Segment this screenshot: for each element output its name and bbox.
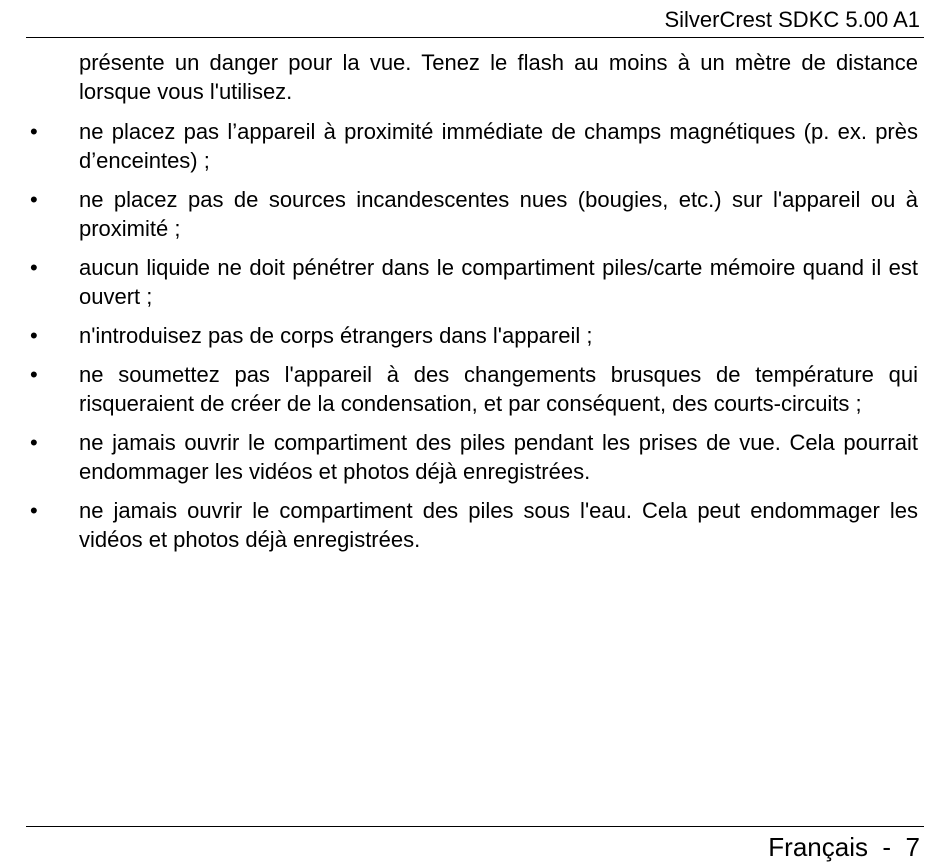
list-item-text: n'introduisez pas de corps étrangers dans l'appareil ; xyxy=(79,323,593,348)
list-item-text: ne jamais ouvrir le compartiment des piles pendant les prises de vue. Cela pourrait endommager les vidéos et photos déjà enregistrées. xyxy=(79,430,918,484)
list-item-text: ne placez pas l’appareil à proximité immédiate de champs magnétiques (p. ex. près d’enceintes) ; xyxy=(79,119,918,173)
intro-paragraph: présente un danger pour la vue. Tenez le flash au moins à un mètre de distance lorsque vous l'utilisez. xyxy=(79,50,918,104)
list-item-text: aucun liquide ne doit pénétrer dans le compartiment piles/carte mémoire quand il est ouvert ; xyxy=(79,255,918,309)
page-header: SilverCrest SDKC 5.00 A1 xyxy=(664,7,920,32)
list-item xyxy=(26,185,918,243)
footer-rule xyxy=(26,826,924,827)
list-item xyxy=(26,496,918,554)
list-item xyxy=(26,117,918,175)
bullet-icon: • xyxy=(30,323,38,348)
list-item xyxy=(26,428,918,486)
list-item xyxy=(26,360,918,418)
list-item-text: ne jamais ouvrir le compartiment des piles sous l'eau. Cela peut endommager les vidéos et photos déjà enregistrées. xyxy=(79,498,918,552)
list-item-text: ne soumettez pas l'appareil à des changements brusques de température qui risqueraient de créer de la condensation, et par conséquent, des courts-circuits ; xyxy=(79,362,918,416)
page-footer: Français - 7 xyxy=(768,832,920,862)
bullet-icon: • xyxy=(30,255,38,280)
bullet-icon: • xyxy=(30,498,38,523)
bullet-icon: • xyxy=(30,187,38,212)
list-item xyxy=(26,321,918,350)
bullet-icon: • xyxy=(30,430,38,455)
bullet-icon: • xyxy=(30,362,38,387)
document-body xyxy=(26,48,918,564)
header-rule xyxy=(26,37,924,38)
list-item xyxy=(26,253,918,311)
safety-list xyxy=(26,117,918,554)
list-item-text: ne placez pas de sources incandescentes nues (bougies, etc.) sur l'appareil ou à proximité ; xyxy=(79,187,918,241)
bullet-icon: • xyxy=(30,119,38,144)
